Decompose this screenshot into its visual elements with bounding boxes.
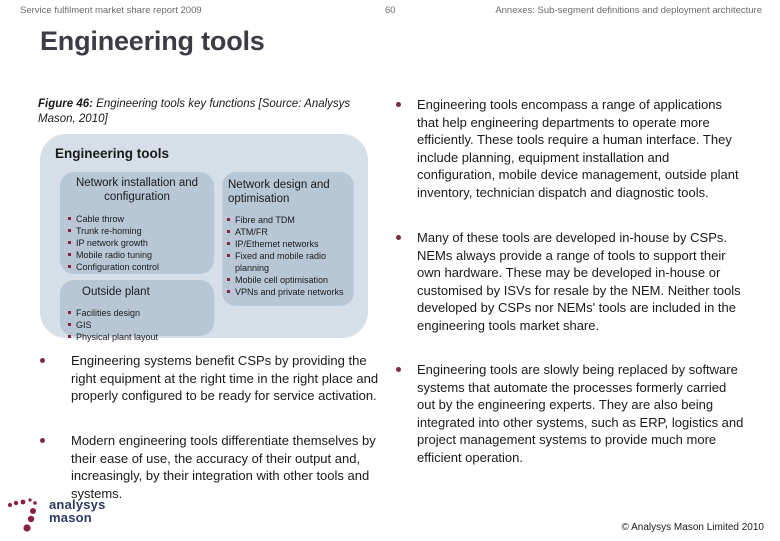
figure-caption bbox=[38, 97, 388, 127]
list-item: Mobile cell optimisation bbox=[227, 274, 354, 286]
analysys-mason-logo bbox=[6, 496, 106, 536]
logo-line-1: analysys bbox=[49, 497, 106, 512]
diagram-title: Engineering tools bbox=[55, 146, 170, 161]
box-network-installation bbox=[60, 172, 214, 274]
logo-dots-icon bbox=[6, 496, 50, 536]
box-network-design bbox=[222, 172, 354, 306]
box-outside-plant bbox=[60, 280, 214, 342]
list-item: VPNs and private networks bbox=[227, 286, 354, 298]
bullet-dot-icon bbox=[396, 102, 401, 107]
logo-line-2: mason bbox=[49, 509, 92, 525]
logo-text bbox=[49, 499, 106, 524]
list-item: Cable throw bbox=[68, 213, 214, 225]
list-item: GIS bbox=[68, 319, 214, 331]
box-list bbox=[68, 213, 214, 273]
bullet-text: Modern engineering tools differentiate themselves by their ease of use, the accuracy of their output and, increasingly, by their integration with other tools and systems. bbox=[71, 433, 376, 501]
list-item: Facilities design bbox=[68, 307, 214, 319]
right-bullet bbox=[396, 229, 746, 334]
bullet-text: Many of these tools are developed in-house by CSPs. NEMs always provide a range of tools to support their own hardware. These may be developed in-house or customised by ISVs for resale by the NEM. Neither tools developed by CSPs nor NEMs' tools are included in the engineering tools market share. bbox=[417, 230, 741, 333]
box-title: Network installation and configuration bbox=[75, 177, 199, 203]
left-bullet bbox=[40, 352, 385, 405]
right-bullet bbox=[396, 361, 746, 466]
list-item: ATM/FR bbox=[227, 226, 354, 238]
list-item: Fixed and mobile radio planning bbox=[227, 250, 354, 274]
box-title: Network design and optimisation bbox=[228, 179, 330, 205]
bullet-text: Engineering tools encompass a range of applications that help engineering departments to operate more efficiently. These tools require a human interface. They include planning, equipment installation and configuration, mobile device management, outside plant inventory, technician dispatch and diagnostic tools. bbox=[417, 97, 739, 200]
page-number: 60 bbox=[385, 5, 396, 16]
list-item: Trunk re-homing bbox=[68, 225, 214, 237]
list-item: Fibre and TDM bbox=[227, 214, 354, 226]
bullet-dot-icon bbox=[396, 235, 401, 240]
list-item: Configuration control bbox=[68, 261, 214, 273]
section-header: Annexes: Sub-segment definitions and deployment architecture bbox=[495, 5, 762, 16]
box-title: Outside plant bbox=[82, 286, 150, 298]
bullet-dot-icon bbox=[396, 367, 401, 372]
figure-label: Figure 46: bbox=[38, 98, 93, 110]
figure-caption-text: Engineering tools key functions [Source: Analysys Mason, 2010] bbox=[38, 98, 351, 125]
bullet-text: Engineering tools are slowly being replaced by software systems that automate the processes formerly carried out by the engineering experts. They are also being integrated into other systems, such as ERP, logistics and project management systems to provide much more efficient operation. bbox=[417, 362, 744, 465]
report-title-header: Service fulfilment market share report 2009 bbox=[20, 5, 202, 16]
list-item: IP/Ethernet networks bbox=[227, 238, 354, 250]
box-list bbox=[68, 307, 214, 343]
box-list bbox=[227, 214, 354, 298]
bullet-text: Engineering systems benefit CSPs by providing the right equipment at the right time in the right place and properly configured to be ready for service activation. bbox=[71, 353, 379, 403]
list-item: Physical plant layout bbox=[68, 331, 214, 343]
engineering-tools-diagram bbox=[40, 134, 368, 342]
bullet-dot-icon bbox=[40, 358, 45, 363]
list-item: Mobile radio tuning bbox=[68, 249, 214, 261]
bullet-dot-icon bbox=[40, 438, 45, 443]
left-bullet bbox=[40, 432, 385, 502]
right-bullet bbox=[396, 96, 746, 201]
page-title: Engineering tools bbox=[40, 26, 265, 56]
copyright: © Analysys Mason Limited 2010 bbox=[621, 522, 764, 533]
list-item: IP network growth bbox=[68, 237, 214, 249]
